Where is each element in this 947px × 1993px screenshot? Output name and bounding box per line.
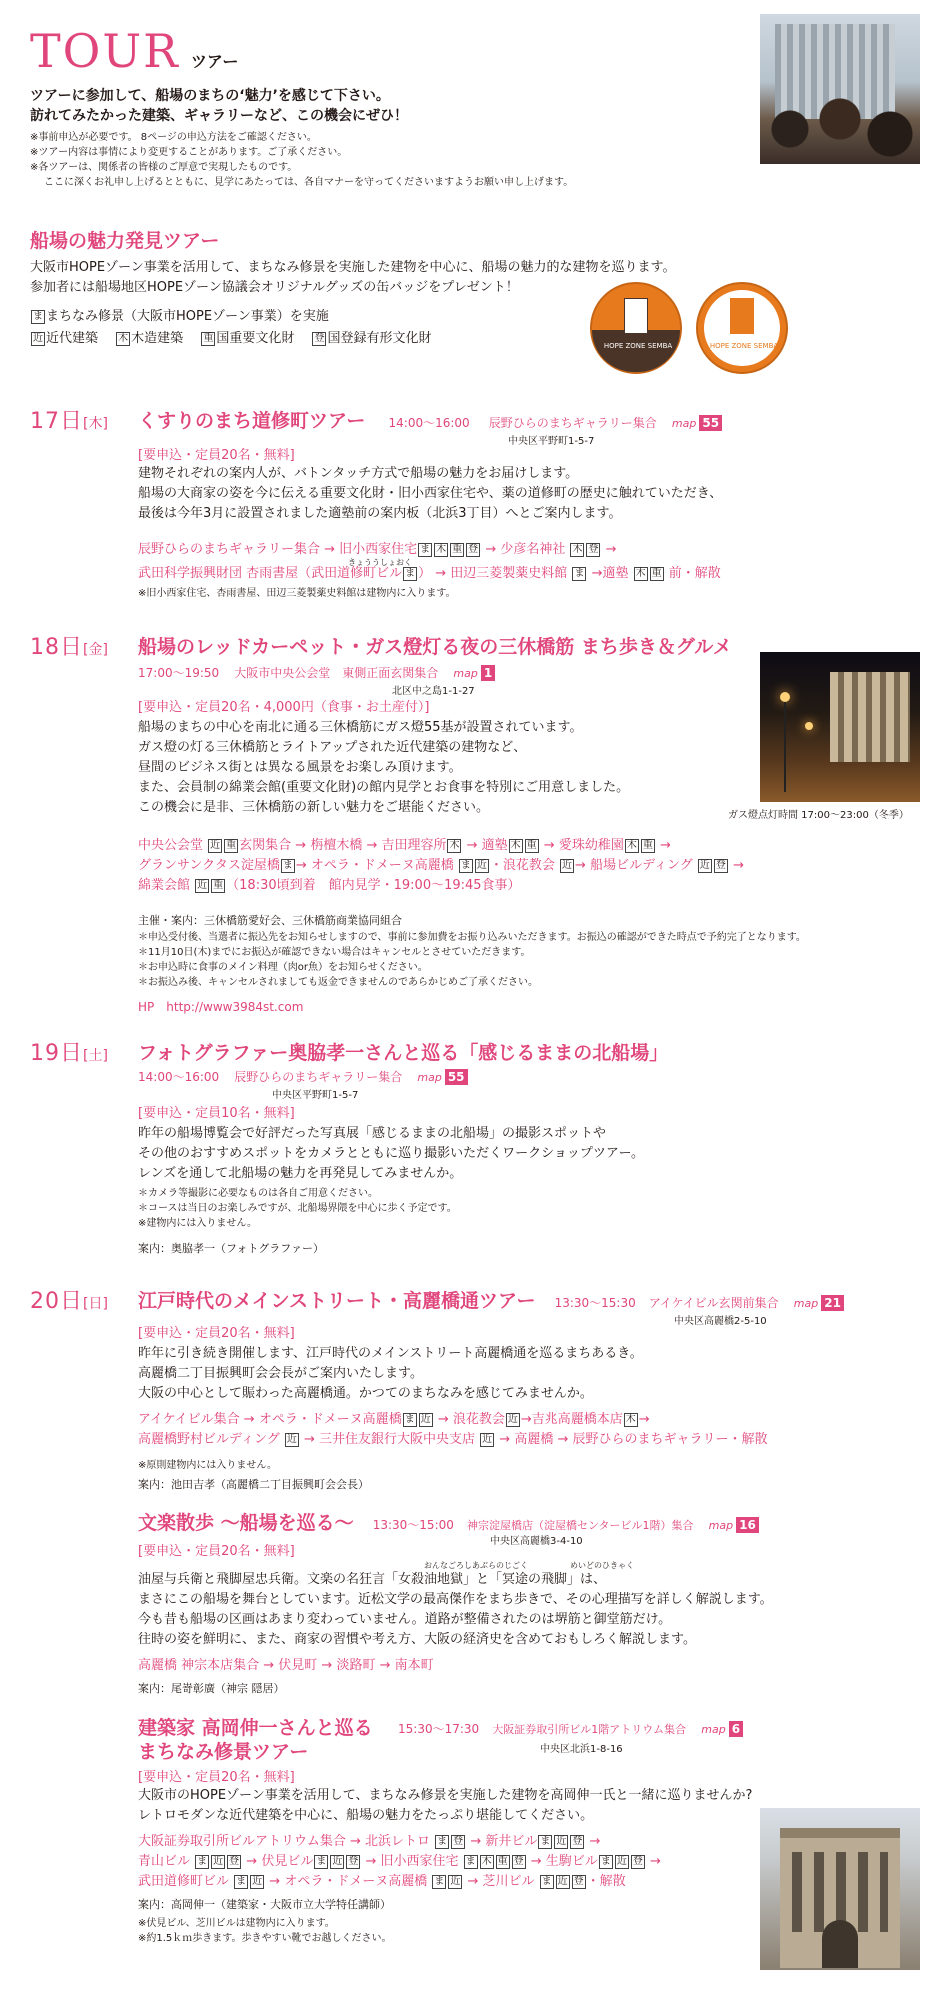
tour-19-notes	[138, 1186, 457, 1231]
building-type-icon: ま	[574, 568, 585, 579]
tour-guide: 案内：尾嵜彰廣（神宗 隠居）	[138, 1682, 285, 1695]
map-label: map	[417, 1071, 442, 1084]
route-text: → 船場ビルディング	[575, 858, 693, 873]
tour-time: 13:30〜15:00	[372, 1518, 454, 1532]
building-type-icon: 木	[449, 840, 460, 851]
map-number: 6	[729, 1721, 743, 1737]
building-type-icon: 木	[635, 568, 646, 579]
building-type-icon: 登	[715, 860, 726, 871]
tour-time: 14:00〜16:00	[388, 416, 470, 430]
tour-address: 中央区高麗橋2-5-10	[674, 1316, 767, 1327]
building-type-icon: 登	[348, 1856, 359, 1867]
tour-title: TOUR	[30, 24, 180, 78]
tour-address: 中央区北浜1-8-16	[540, 1744, 623, 1755]
tour-17-route: 辰野ひらのまちギャラリー集合 → 旧小西家住宅 ま 木 重 登 → 少彦名神社 木 登 → きょううしょおく 武田科学振興財団 杏雨書屋（武田道修町ビル ま ） → 田辺三菱製薬史料館 ま →適塾 木 重 前・解散	[138, 542, 721, 581]
route-text: → 少彦名神社	[485, 542, 566, 557]
tour-20-desc	[138, 1344, 643, 1404]
tour-18-date	[30, 630, 108, 661]
building-type-icon: 登	[513, 1856, 524, 1867]
legend-to-icon: 登	[314, 333, 325, 344]
building-type-icon: 木	[481, 1856, 492, 1867]
building-type-icon: 木	[436, 544, 447, 555]
building-type-icon: ま	[540, 1836, 551, 1847]
building-type-icon: ま	[282, 860, 293, 871]
building-type-icon: ま	[405, 568, 416, 579]
map-number: 1	[481, 665, 495, 681]
note-line: ＊お振込み後、キャンセルされましても返金できませんのであらかじめご了承ください。	[138, 977, 538, 988]
building-type-icon: 重	[526, 840, 537, 851]
building-type-icon: 近	[507, 1414, 518, 1425]
tour-requirement: [要申込・定員10名・無料]	[138, 1106, 295, 1121]
route-text: ） → 田辺三菱製薬史料館	[418, 566, 568, 581]
building-type-icon: 近	[557, 1876, 568, 1887]
route-text: → 高麗橋 → 辰野ひらのまちギャラリー・解散	[499, 1432, 768, 1447]
building-type-icon: 近	[197, 880, 208, 891]
building-type-icon: 重	[497, 1856, 508, 1867]
building-type-icon: 木	[626, 840, 637, 851]
building-type-icon: 近	[450, 1876, 461, 1887]
building-type-icon: ま	[404, 1414, 415, 1425]
tour-place: 大阪証券取引所ビル1階アトリウム集合	[492, 1723, 687, 1736]
legend-ju-text: 国重要文化財	[216, 331, 295, 346]
header-note: ※ツアー内容は事情により変更することがあります。ご了承ください。	[30, 147, 348, 158]
building-type-icon: 重	[226, 840, 237, 851]
tour-17-header	[138, 406, 722, 433]
gas-lamp-photo	[760, 652, 920, 802]
legend-kin-text: 近代建築	[46, 331, 99, 346]
route-text: （18:30頃到着 館内見学・19:00〜19:45食事）	[226, 878, 521, 893]
route-text: ・解散	[586, 1874, 626, 1889]
tour-note: ※原則建物内には入りません。	[138, 1460, 277, 1471]
legend-ma-icon: ま	[33, 311, 43, 322]
tour-time: 17:00〜19:50	[138, 666, 220, 680]
tour-place: 大阪市中央公会堂 東側正面玄関集合	[234, 666, 439, 680]
tour-18-meta	[138, 662, 495, 681]
tour-arch-notes	[138, 1916, 391, 1946]
badge-white-text: HOPE ZONE SEMBA	[709, 342, 779, 350]
tour-title-line: 建築家 高岡伸一さんと巡る	[138, 1717, 373, 1739]
route-text: 玄関集合 → 栴檀木橋 → 吉田理容所	[239, 838, 447, 853]
tour-time: 13:30〜15:30	[554, 1296, 636, 1310]
route-text: →吉兆高麗橋本店	[520, 1412, 623, 1427]
legend-ma-text: まちなみ修景（大阪市HOPEゾーン事業）を実施	[46, 309, 329, 324]
desc-line: 往時の姿を鮮明に、また、商家の習慣や考え方、大阪の経済史を含めておもしろく解説します。	[138, 1632, 696, 1647]
header-notes	[30, 130, 573, 190]
photo-caption: ガス燈点灯時間 17:00〜23:00（冬季）	[728, 810, 909, 821]
map-label: map	[708, 1519, 734, 1532]
desc-line: レトロモダンな近代建築を中心に、船場の魅力をたっぷり堪能してください。	[138, 1808, 594, 1823]
route-text: → オペラ・ドメーヌ高麗橋	[295, 858, 454, 873]
route-text: → 愛珠幼稚園	[543, 838, 624, 853]
building-type-icon: ま	[460, 860, 471, 871]
badge-brown	[590, 282, 682, 374]
tour-time: 14:00〜16:00	[138, 1070, 220, 1084]
building-type-icon: ま	[434, 1876, 445, 1887]
desc-line: この機会に是非、三休橋筋の新しい魅力をご堪能ください。	[138, 800, 490, 815]
desc-line: 昨年の船場博覧会で好評だった写真展「感じるままの北船場」の撮影スポットや	[138, 1126, 607, 1141]
desc-line: その他のおすすめスポットをカメラとともに巡り撮影いただくワークショップツアー。	[138, 1146, 644, 1161]
tour-title: フォトグラファー奥脇孝一さんと巡る「感じるままの北船場」	[138, 1042, 669, 1064]
tour-group-photo	[760, 14, 920, 164]
building-type-icon: ま	[437, 1836, 448, 1847]
route-text: → 伏見ビル	[246, 1854, 314, 1869]
building-type-icon: 近	[562, 860, 573, 871]
desc-line: 船場のまちの中心を南北に通る三休橋筋にガス燈55基が設置されています。	[138, 720, 583, 735]
tour-title: 船場のレッドカーペット・ガス燈灯る夜の三休橋筋 まち歩き＆グルメ	[138, 636, 732, 658]
tour-guide: 案内：奥脇孝一（フォトグラファー）	[138, 1242, 325, 1255]
day: 19日	[30, 1041, 83, 1066]
route-text: → 適塾	[466, 838, 508, 853]
desc-line: また、会員制の綿業会館(重要文化財)の館内見学とお食事を特別にご用意しました。	[138, 780, 630, 795]
tour-18-notes	[138, 930, 806, 990]
badge-brown-text: HOPE ZONE SEMBA	[603, 342, 673, 350]
tour-requirement: [要申込・定員20名・無料]	[138, 1770, 295, 1785]
route-text: → 浪花教会	[437, 1412, 505, 1427]
map-number: 16	[736, 1517, 759, 1533]
building-type-icon: 登	[573, 1876, 584, 1887]
route-text: 中央公会堂	[138, 838, 204, 853]
intro-desc-line: 参加者には船場地区HOPEゾーン協議会オリジナルグッズの缶バッジをプレゼント！	[30, 280, 519, 295]
desc-line: 船場の大商家の姿を今に伝える重要文化財・旧小西家住宅や、薬の道修町の歴史に触れていただき、	[138, 486, 723, 501]
tour-address: 中央区平野町1-5-7	[272, 1090, 359, 1101]
building-type-icon: 重	[452, 544, 463, 555]
building-type-icon: 登	[468, 544, 479, 555]
route-text: →	[733, 858, 744, 873]
route-text: →	[649, 1854, 661, 1869]
tour-guide: 案内：池田吉孝（高麗橋二丁目振興町会会長）	[138, 1478, 369, 1491]
legend-to-text: 国登録有形文化財	[327, 331, 432, 346]
building-type-icon: 登	[572, 1836, 583, 1847]
route-text: 綿業会館	[138, 878, 191, 893]
building-type-icon: 近	[252, 1876, 263, 1887]
building-type-icon: ま	[316, 1856, 327, 1867]
badge-white	[696, 282, 788, 374]
dow: [土]	[83, 1048, 108, 1064]
dow: [木]	[83, 416, 108, 432]
tour-address: 中央区平野町1-5-7	[508, 436, 595, 447]
tour-20-header	[138, 1286, 844, 1313]
building-type-icon: 登	[229, 1856, 240, 1867]
building-type-icon: 木	[572, 544, 583, 555]
desc-line: まさにこの船場を舞台としています。近松文学の最高傑作をまち歩きで、その心理描写を詳しく解説します。	[138, 1592, 773, 1607]
building-type-icon: ま	[465, 1856, 476, 1867]
building-type-icon: 重	[642, 840, 653, 851]
building-type-icon: 近	[420, 1414, 431, 1425]
tour-heading	[30, 24, 238, 78]
tour-title: くすりのまち道修町ツアー	[138, 410, 366, 432]
map-label: map	[453, 667, 478, 680]
note-line: ※伏見ビル、芝川ビルは建物内に入ります。	[138, 1918, 335, 1929]
map-label: map	[671, 417, 697, 430]
ruby: めいどのひきゃく	[570, 1561, 634, 1570]
map-label: map	[701, 1723, 726, 1736]
route-text: → 新井ビル	[470, 1834, 538, 1849]
tour-requirement: [要申込・定員20名・無料]	[138, 1544, 295, 1559]
ruby: おんなごろしあぶらのじごく	[424, 1561, 528, 1570]
desc-line: 昨年に引き続き開催します、江戸時代のメインストリート高麗橋通を巡るまちあるき。	[138, 1346, 643, 1361]
legend-moku-icon: 木	[118, 333, 129, 344]
route-text: グランサンクタス淀屋橋	[138, 858, 280, 873]
tour-18-route	[138, 836, 744, 896]
route-text: → 三井住友銀行大阪中央支店	[303, 1432, 476, 1447]
map-number: 21	[821, 1295, 844, 1311]
tour-19-desc	[138, 1124, 644, 1184]
tour-title: 文楽散歩 〜船場を巡る〜	[138, 1512, 354, 1534]
route-text: → オペラ・ドメーヌ高麗橋	[269, 1874, 428, 1889]
tour-address: 北区中之島1-1-27	[392, 686, 475, 697]
note-line: ※建物内には入りません。	[138, 1218, 257, 1229]
desc-line: 油屋与兵衛と飛脚屋忠兵衛。文楽の名狂言「女殺油地獄」と「冥途の飛脚」は、	[138, 1572, 607, 1587]
tour-17-date	[30, 404, 108, 435]
tour-17-desc	[138, 464, 722, 524]
note-line: ＊カメラ等撮影に必要なものは各自ご用意ください。	[138, 1188, 378, 1199]
intro-title: 船場の魅力発見ツアー	[30, 230, 220, 252]
ruby: きょううしょおく	[348, 558, 412, 567]
desc-line: 最後は今年3月に設置されました適塾前の案内板（北浜3丁目）へとご案内します。	[138, 506, 622, 521]
tour-20-route	[138, 1410, 767, 1450]
building-type-icon: ま	[236, 1876, 247, 1887]
note-line: ＊11月10日(木)までにお振込が確認できない場合はキャンセルとさせていただきます。	[138, 947, 531, 958]
tour-requirement: [要申込・定員20名・無料]	[138, 448, 295, 463]
route-text: 辰野ひらのまちギャラリー集合 → 旧小西家住宅	[138, 542, 418, 557]
intro-desc	[30, 258, 676, 298]
building-type-icon: 近	[616, 1856, 627, 1867]
route-text: ・浪花教会	[489, 858, 555, 873]
building-type-icon: 近	[482, 1434, 493, 1445]
note-line: ＊申込受付後、当選者に振込先をお知らせしますので、事前に参加費をお振り込みいただきます。お振込の確認ができた時点で予約完了となります。	[138, 932, 806, 943]
building-type-icon: 近	[699, 860, 710, 871]
day: 17日	[30, 409, 83, 434]
tour-bunraku-route: 高麗橋 神宗本店集合 → 伏見町 → 淡路町 → 南本町	[138, 1658, 434, 1673]
building-type-icon: 重	[651, 568, 662, 579]
route-text: 武田道修町ビル	[138, 1874, 230, 1889]
tour-20-date	[30, 1284, 108, 1315]
tour-place: 神宗淀屋橋店（淀屋橋センタービル1階）集合	[466, 1519, 694, 1532]
building-type-icon: ま	[600, 1856, 611, 1867]
dow: [日]	[83, 1296, 108, 1312]
building-type-icon: 近	[332, 1856, 343, 1867]
lead-line-2: 訪れてみたかった建築、ギャラリーなど、この機会にぜひ！	[30, 108, 408, 124]
lead-line-1: ツアーに参加して、船場のまちの‘魅力’を感じて下さい。	[30, 88, 390, 104]
route-text: → 芝川ビル	[467, 1874, 535, 1889]
tour-19-meta	[138, 1066, 468, 1085]
homepage-link[interactable]: HP http://www3984st.com	[138, 1000, 304, 1014]
building-type-icon: 近	[213, 1856, 224, 1867]
header-note: ※事前申込が必要です。 8ページの申込方法をご確認ください。	[30, 132, 317, 143]
route-text: →適塾	[591, 566, 629, 581]
tour-title-kana: ツアー	[190, 52, 239, 71]
desc-line: 建物それぞれの案内人が、バトンタッチ方式で船場の魅力をお届けします。	[138, 466, 579, 481]
note-line: ※約1.5ｋｍ歩きます。歩きやすい靴でお越しください。	[138, 1933, 392, 1944]
tour-title-line: まちなみ修景ツアー	[138, 1741, 309, 1763]
dow: [金]	[83, 642, 108, 658]
desc-line: 今も昔も船場の区画はあまり変わっていません。道路が整備されたのは堺筋と御堂筋だけ。	[138, 1612, 672, 1627]
tour-bunraku-desc	[138, 1570, 773, 1650]
tour-sponsor: 主催・案内：三休橋筋愛好会、三休橋筋商業協同組合	[138, 914, 402, 927]
building-type-icon: 重	[213, 880, 224, 891]
desc-line: レンズを通して北船場の魅力を再発見してみませんか。	[138, 1166, 463, 1181]
route-text: 武田科学振興財団 杏雨書屋（武田道修町ビル	[138, 566, 403, 581]
legend-kin-icon: 近	[33, 333, 43, 344]
intro-desc-line: 大阪市HOPEゾーン事業を活用して、まちなみ修景を実施した建物を中心に、船場の魅力的な建物を巡ります。	[30, 260, 676, 275]
day: 18日	[30, 635, 83, 660]
note-line: ＊お申込時に食事のメイン料理（肉or魚）をお知らせください。	[138, 962, 428, 973]
tour-place: 辰野ひらのまちギャラリー集合	[488, 416, 657, 430]
tour-guide: 案内：高岡伸一（建築家・大阪市立大学特任講師）	[138, 1898, 391, 1911]
lead-text	[30, 86, 408, 126]
building-type-icon: 近	[210, 840, 221, 851]
route-text: →	[659, 838, 671, 853]
route-text: アイケイビル集合 → オペラ・ドメーヌ高麗橋	[138, 1412, 402, 1427]
building-type-icon: 近	[476, 860, 487, 871]
tour-19-date	[30, 1036, 108, 1067]
tour-title: 江戸時代のメインストリート・高麗橋通ツアー	[138, 1290, 536, 1312]
desc-line: 大阪市のHOPEゾーン事業を活用して、まちなみ修景を実施した建物を高岡伸一氏と一緒に巡りませんか?	[138, 1788, 753, 1803]
map-number: 55	[699, 415, 722, 431]
route-text: 前・解散	[668, 566, 721, 581]
building-type-icon: 木	[625, 1414, 636, 1425]
building-type-icon: 木	[510, 840, 521, 851]
desc-line: ガス燈の灯る三休橋筋とライトアップされた近代建築の建物など、	[138, 740, 527, 755]
building-type-icon: ま	[420, 544, 431, 555]
building-type-icon: 登	[588, 544, 599, 555]
tour-18-desc	[138, 718, 629, 818]
map-number: 55	[445, 1069, 468, 1085]
legend-moku-text: 木造建築	[131, 331, 184, 346]
note-line: ＊コースは当日のお楽しみですが、北船場界隈を中心に歩く予定です。	[138, 1203, 457, 1214]
header-note: ここに深くお礼申し上げるとともに、見学にあたっては、各自マナーを守ってくださいますようお願い申し上げます。	[44, 177, 574, 188]
tour-bunraku-header	[138, 1508, 759, 1535]
route-text: 高麗橋野村ビルディング	[138, 1432, 280, 1447]
desc-line: 大阪の中心として賑わった高麗橋通。かつてのまちなみを感じてみませんか。	[138, 1386, 593, 1401]
tour-place: 辰野ひらのまちギャラリー集合	[234, 1070, 403, 1084]
building-type-icon: 近	[556, 1836, 567, 1847]
tour-address: 中央区高麗橋3-4-10	[490, 1536, 583, 1547]
building-type-icon: 登	[632, 1856, 643, 1867]
building-type-icon: ま	[197, 1856, 208, 1867]
building-type-icon: 登	[453, 1836, 464, 1847]
desc-line: 昼間のビジネス街とは異なる風景をお楽しみ頂けます。	[138, 760, 462, 775]
tour-requirement: [要申込・定員20名・無料]	[138, 1326, 295, 1341]
building-type-icon: ま	[541, 1876, 552, 1887]
header-note: ※各ツアーは、関係者の皆様のご厚意で実現したものです。	[30, 162, 298, 173]
desc-line: 高麗橋二丁目振興町会会長がご案内いたします。	[138, 1366, 423, 1381]
legend	[30, 306, 431, 350]
tour-time: 15:30〜17:30	[398, 1722, 480, 1736]
legend-ju-icon: 重	[203, 333, 214, 344]
route-text: → 生駒ビル	[530, 1854, 598, 1869]
tour-arch-desc	[138, 1786, 752, 1826]
tour-arch-title	[138, 1716, 373, 1764]
tour-place: アイケイビル玄関前集合	[648, 1296, 779, 1310]
tour-arch-meta	[398, 1718, 743, 1737]
route-text: →	[589, 1834, 601, 1849]
tour-arch-route	[138, 1832, 661, 1892]
building-type-icon: 近	[286, 1434, 297, 1445]
tour-requirement: [要申込・定員20名・4,000円（食事・お土産付）]	[138, 700, 430, 715]
day: 20日	[30, 1289, 83, 1314]
route-text: 大阪証券取引所ビルアトリウム集合 → 北浜レトロ	[138, 1834, 431, 1849]
route-text: 青山ビル	[138, 1854, 191, 1869]
building-photo	[760, 1808, 920, 1970]
map-label: map	[793, 1297, 819, 1310]
tour-note: ※旧小西家住宅、杏雨書屋、田辺三菱製薬史料館は建物内に入ります。	[138, 588, 456, 599]
route-text: → 旧小西家住宅	[365, 1854, 459, 1869]
route-text: →	[638, 1412, 650, 1427]
